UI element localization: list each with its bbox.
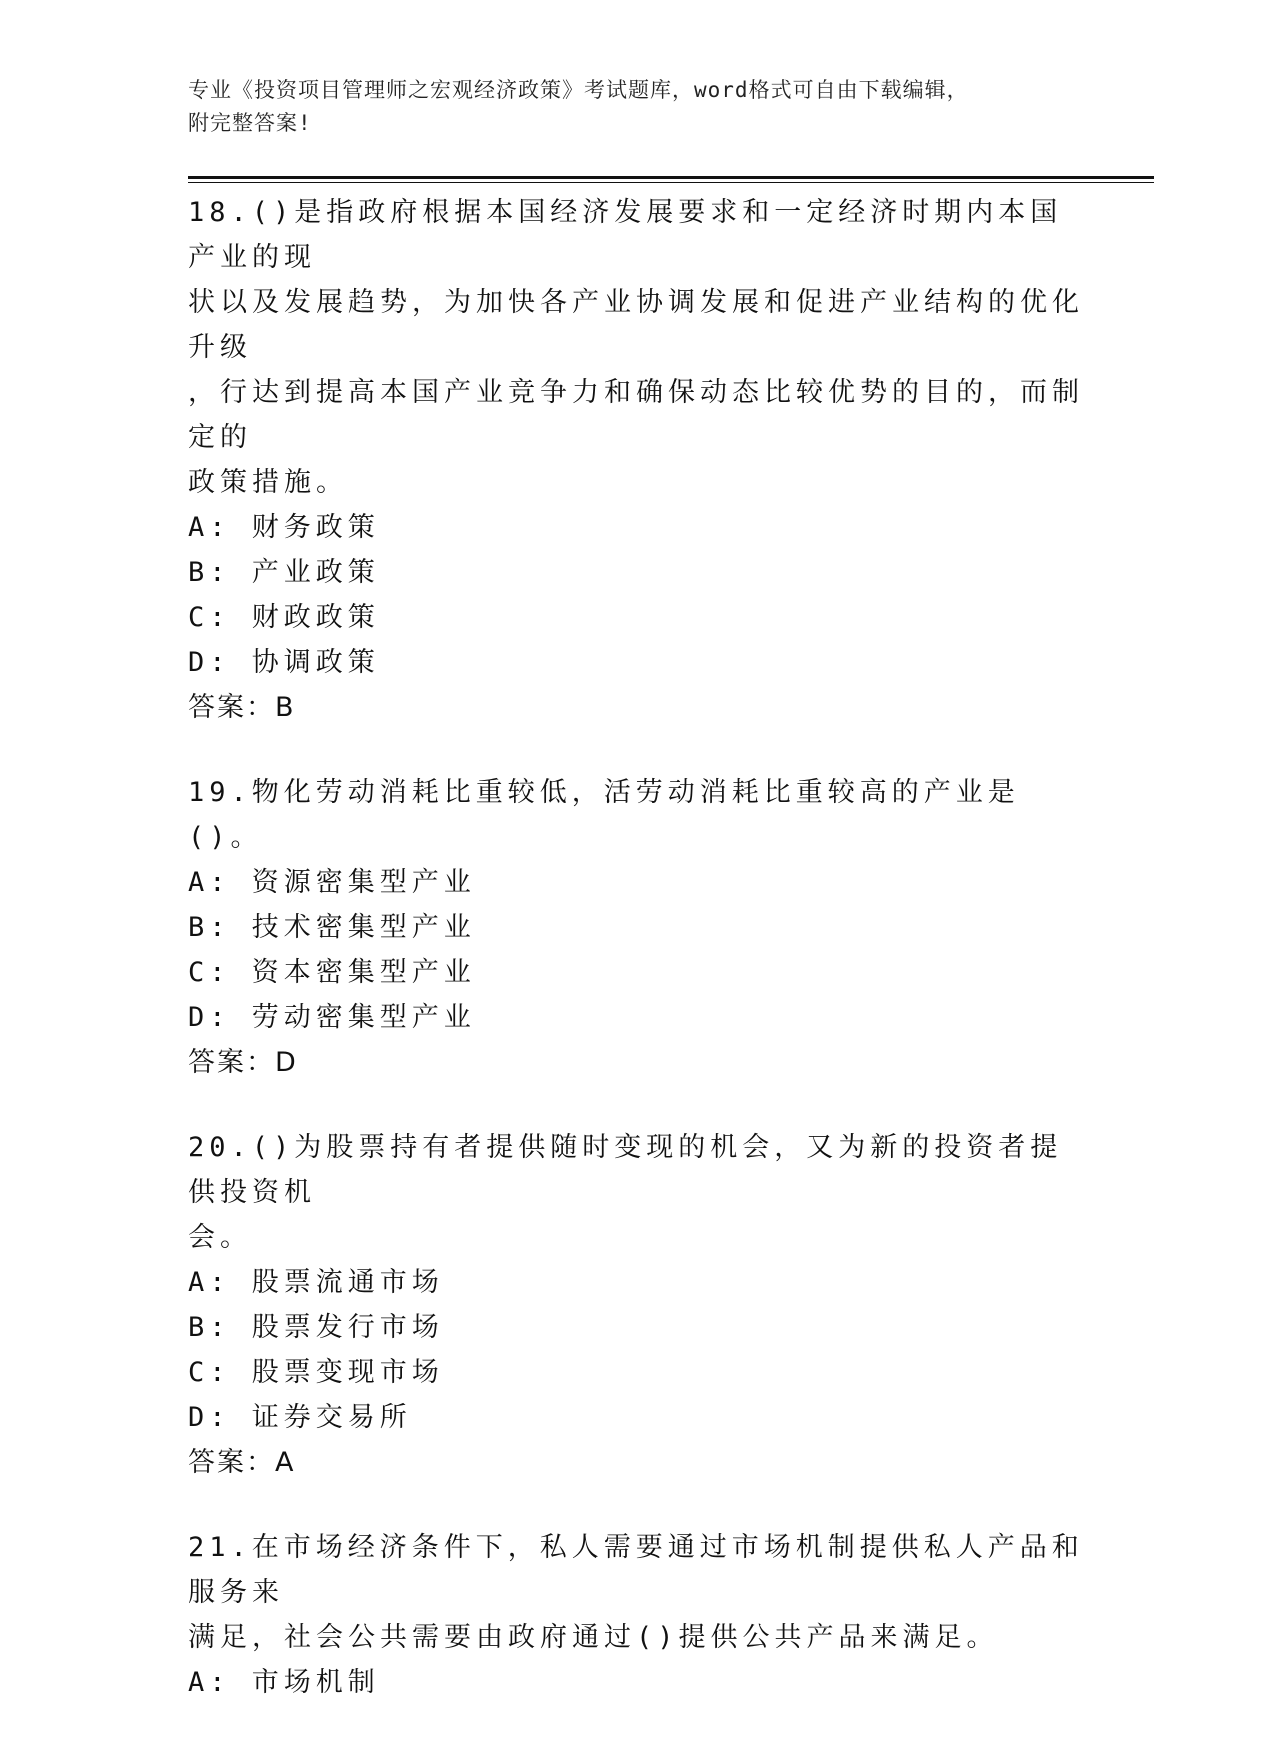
option-b: B: 股票发行市场 [188,1312,444,1343]
question-text-line: 满足，社会公共需要由政府通过()提供公共产品来满足。 [188,1622,999,1653]
header-line-1: 专业《投资项目管理师之宏观经济政策》考试题库，word格式可自由下载编辑， [188,78,969,102]
option-d: D: 协调政策 [188,647,380,678]
question-text-line: 会。 [188,1222,252,1253]
option-a: A: 股票流通市场 [188,1267,444,1298]
answer-label: 答案：A [188,1447,296,1478]
question-21 [188,1525,1088,1705]
question-text-line: 20.()为股票持有者提供随时变现的机会，又为新的投资者提供投资机 [188,1132,1063,1208]
option-c: C: 资本密集型产业 [188,957,476,988]
question-text-line: 政策措施。 [188,467,348,498]
question-text-line: 19.物化劳动消耗比重较低，活劳动消耗比重较高的产业是()。 [188,777,1020,853]
document-header [188,74,1088,140]
question-text-line: 18.()是指政府根据本国经济发展要求和一定经济时期内本国产业的现 [188,197,1063,273]
question-text-line: 21.在市场经济条件下，私人需要通过市场机制提供私人产品和服务来 [188,1532,1084,1608]
question-18 [188,190,1088,730]
question-19 [188,770,1088,1085]
question-20 [188,1125,1088,1485]
question-text-line: ，行达到提高本国产业竞争力和确保动态比较优势的目的，而制定的 [188,377,1084,453]
answer-label: 答案：B [188,692,296,723]
option-d: D: 劳动密集型产业 [188,1002,476,1033]
header-divider-thin [188,182,1154,183]
option-a: A: 资源密集型产业 [188,867,476,898]
question-text-line: 状以及发展趋势，为加快各产业协调发展和促进产业结构的优化升级 [188,287,1084,363]
option-c: C: 股票变现市场 [188,1357,444,1388]
question-list [188,190,1088,1745]
header-divider-thick [188,176,1154,179]
option-a: A: 市场机制 [188,1667,380,1698]
option-a: A: 财务政策 [188,512,380,543]
option-c: C: 财政政策 [188,602,380,633]
header-line-2: 附完整答案! [188,111,312,135]
answer-label: 答案：D [188,1047,298,1078]
option-d: D: 证券交易所 [188,1402,412,1433]
option-b: B: 产业政策 [188,557,380,588]
option-b: B: 技术密集型产业 [188,912,476,943]
